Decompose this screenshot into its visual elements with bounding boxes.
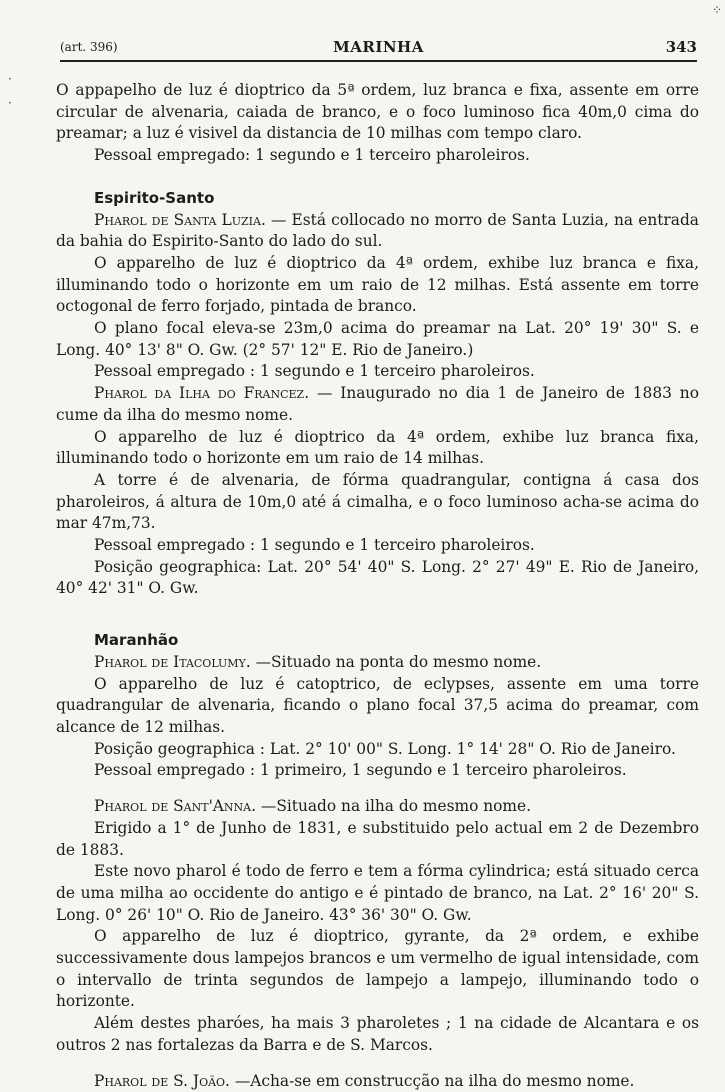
paragraph-text: —Situado na ponta do mesmo nome. [255, 652, 542, 671]
spacer [56, 167, 699, 188]
running-header [60, 34, 697, 60]
paragraph-text: Pessoal empregado : 1 segundo e 1 terceiro pharoleiros. [94, 362, 535, 381]
lighthouse-name: Pharol de Itacolumy. [94, 652, 251, 671]
lighthouse-name: Pharol de Santa Luzia. [94, 210, 266, 229]
paragraph-text: O apparelho de luz é dioptrico da 4ª ordem, exhibe luz branca e fixa, illuminando todo o horizonte em um raio de 12 milhas. Está assente em torre octogonal de ferro forjado, pintada de branco. [56, 253, 699, 316]
paragraph-text: —Acha-se em construcção na ilha do mesmo nome. [234, 1071, 635, 1090]
lighthouse-name: Pharol da Ilha do Francez. [94, 384, 310, 403]
header-rule [60, 60, 697, 62]
paragraph [56, 1071, 699, 1092]
paragraph-text: O apparelho de luz é catoptrico, de eclypses, assente em uma torre quadrangular de alvenaria, ficando o plano focal 37,5 acima do preamar, com alcance de 12 milhas. [56, 674, 699, 736]
paragraph [56, 361, 699, 383]
section-heading-espirito-santo: Espirito-Santo [94, 188, 215, 207]
paragraph [56, 80, 699, 145]
lighthouse-name: Pharol de Sant'Anna. [94, 797, 257, 816]
paragraph [56, 535, 699, 557]
ink-speck: ⁘ [711, 3, 722, 17]
paragraph [56, 427, 699, 470]
paragraph-text: Pessoal empregado : 1 primeiro, 1 segundo e 1 terceiro pharoleiros. [94, 761, 627, 780]
paragraph [56, 760, 699, 782]
paragraph [56, 383, 699, 426]
paragraph-text: — Inaugurado no dia 1 de Janeiro de 1883 no cume da ilha do mesmo nome. [56, 384, 699, 424]
section-heading-maranhao: Maranhão [94, 631, 179, 650]
paragraph [56, 470, 699, 535]
paragraph [56, 1013, 699, 1056]
paragraph [56, 557, 699, 600]
margin-mark: · [8, 96, 12, 110]
paragraph [56, 318, 699, 361]
paragraph-text: Posição geographica: Lat. 20° 54' 40" S. Long. 2° 27' 49" E. Rio de Janeiro, 40° 42' 31" O. Gw. [56, 557, 699, 598]
paragraph [56, 210, 699, 253]
paragraph-text: O appapelho de luz é dioptrico da 5ª ordem, luz branca e fixa, assente em orre circular de alvenaria, caiada de branco, e o foco luminoso fica 40m,0 cima do preamar; a luz é visivel da distancia de 10 milhas com tempo claro. [56, 81, 699, 143]
page-number: 343 [665, 38, 697, 56]
paragraph-text: —Situado na ilha do mesmo nome. [260, 797, 532, 816]
running-title: MARINHA [333, 38, 424, 56]
paragraph-text: — Está collocado no morro de Santa Luzia, na entrada da bahia do Espirito-Santo do lado do sul. [56, 210, 699, 251]
paragraph-text: O apparelho de luz é dioptrico, gyrante, da 2ª ordem, e exhibe successivamente dous lampejos brancos e um vermelho de igual intensidade, com o intervallo de trinta segundos de lampejo a lampejo, illuminando todo o horizonte. [56, 927, 699, 1011]
paragraph-text: A torre é de alvenaria, de fórma quadrangular, contigna á casa dos pharoleiros, á altura de 10m,0 até á cimalha, e o foco luminoso acha-se acima do mar 47m,73. [56, 470, 699, 533]
paragraph [56, 145, 699, 167]
paragraph [56, 818, 699, 861]
paragraph-text: Pessoal empregado : 1 segundo e 1 terceiro pharoleiros. [94, 536, 535, 555]
paragraph-text: O plano focal eleva-se 23m,0 acima do preamar na Lat. 20° 19' 30" S. e Long. 40° 13' 8" O. Gw. (2° 57' 12" E. Rio de Janeiro.) [56, 319, 699, 359]
page-body [56, 80, 699, 1092]
paragraph [56, 652, 699, 674]
paragraph-text: Além destes pharóes, ha mais 3 pharoletes ; 1 na cidade de Alcantara e os outros 2 nas fortalezas da Barra e de S. Marcos. [56, 1014, 699, 1054]
paragraph [56, 674, 699, 739]
margin-mark: · [8, 72, 12, 86]
paragraph-text: Posição geographica : Lat. 2° 10' 00" S. Long. 1° 14' 28" O. Rio de Janeiro. [94, 739, 676, 758]
spacer [56, 1057, 699, 1071]
paragraph [56, 739, 699, 761]
paragraph-text: Este novo pharol é todo de ferro e tem a fórma cylindrica; está situado cerca de uma milha ao occidente do antigo e é pintado de branco, na Lat. 2° 16' 20" S. Long. 0° 26' 10" O. Rio de Janeiro. 43° 36' 30" O. Gw. [56, 862, 699, 924]
paragraph [56, 253, 699, 318]
paragraph [56, 926, 699, 1013]
paragraph [56, 796, 699, 818]
lighthouse-name: Pharol de S. João. [94, 1071, 230, 1090]
spacer [56, 782, 699, 796]
paragraph [56, 861, 699, 926]
paragraph-text: Erigido a 1° de Junho de 1831, e substituido pelo actual em 2 de Dezembro de 1883. [56, 818, 699, 859]
spacer [56, 600, 699, 630]
paragraph-text: Pessoal empregado: 1 segundo e 1 terceiro pharoleiros. [94, 146, 530, 165]
paragraph-text: O apparelho de luz é dioptrico da 4ª ordem, exhibe luz branca fixa, illuminando todo o horizonte em um raio de 14 milhas. [56, 427, 699, 468]
article-reference: (art. 396) [60, 40, 118, 54]
